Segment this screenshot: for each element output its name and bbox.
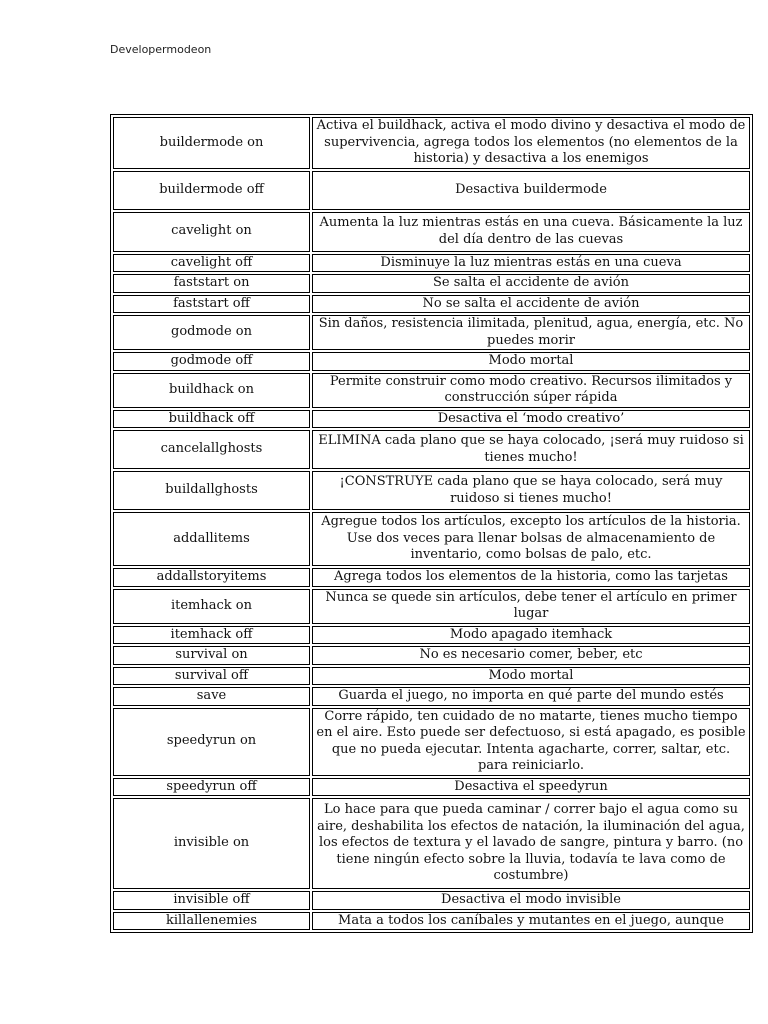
table-row bbox=[113, 471, 750, 510]
command-cell: godmode off bbox=[113, 352, 310, 371]
command-cell: buildallghosts bbox=[113, 471, 310, 510]
description-cell: Activa el buildhack, activa el modo divino y desactiva el modo de supervivencia, agrega todos los elementos (no elementos de la historia) y desactiva a los enemigos bbox=[312, 117, 750, 169]
table-row bbox=[113, 430, 750, 469]
table-row bbox=[113, 295, 750, 314]
description-cell: No se salta el accidente de avión bbox=[312, 295, 750, 314]
table-row bbox=[113, 778, 750, 797]
table-row bbox=[113, 667, 750, 686]
commands-table bbox=[110, 114, 753, 933]
table-row bbox=[113, 254, 750, 273]
command-cell: invisible on bbox=[113, 798, 310, 889]
description-cell: No es necesario comer, beber, etc bbox=[312, 646, 750, 665]
command-cell: buildhack off bbox=[113, 410, 310, 429]
description-cell: Desactiva el ‘modo creativo’ bbox=[312, 410, 750, 429]
table-row bbox=[113, 912, 750, 931]
description-cell: Modo apagado itemhack bbox=[312, 626, 750, 645]
description-cell: Mata a todos los caníbales y mutantes en el juego, aunque bbox=[312, 912, 750, 931]
command-cell: killallenemies bbox=[113, 912, 310, 931]
table-row bbox=[113, 315, 750, 350]
command-cell: faststart on bbox=[113, 274, 310, 293]
description-cell: Lo hace para que pueda caminar / correr bajo el agua como su aire, deshabilita los efectos de natación, la iluminación del agua, los efectos de textura y el lavado de sangre, pintura y barro. (no tiene ningún efecto sobre la lluvia, todavía te lava como de costumbre) bbox=[312, 798, 750, 889]
table-row bbox=[113, 646, 750, 665]
table-row bbox=[113, 568, 750, 587]
description-cell: Corre rápido, ten cuidado de no matarte, tienes mucho tiempo en el aire. Esto puede ser defectuoso, si está apagado, es posible que no pueda ejecutar. Intenta agacharte, correr, saltar, etc. para reiniciarlo. bbox=[312, 708, 750, 776]
command-cell: save bbox=[113, 687, 310, 706]
description-cell: Modo mortal bbox=[312, 667, 750, 686]
command-cell: speedyrun on bbox=[113, 708, 310, 776]
command-cell: buildermode on bbox=[113, 117, 310, 169]
command-cell: survival on bbox=[113, 646, 310, 665]
description-cell: Se salta el accidente de avión bbox=[312, 274, 750, 293]
command-cell: itemhack on bbox=[113, 589, 310, 624]
table-row bbox=[113, 687, 750, 706]
description-cell: Modo mortal bbox=[312, 352, 750, 371]
description-cell: Aumenta la luz mientras estás en una cueva. Básicamente la luz del día dentro de las cuevas bbox=[312, 212, 750, 252]
table-row bbox=[113, 891, 750, 910]
table-row bbox=[113, 352, 750, 371]
description-cell: Agregue todos los artículos, excepto los artículos de la historia. Use dos veces para llenar bolsas de almacenamiento de inventario, como bolsas de palo, etc. bbox=[312, 512, 750, 566]
description-cell: Desactiva el modo invisible bbox=[312, 891, 750, 910]
page-header: Developermodeon bbox=[110, 43, 212, 56]
table-row bbox=[113, 274, 750, 293]
description-cell: Guarda el juego, no importa en qué parte del mundo estés bbox=[312, 687, 750, 706]
description-cell: Permite construir como modo creativo. Recursos ilimitados y construcción súper rápida bbox=[312, 373, 750, 408]
table-row bbox=[113, 410, 750, 429]
command-cell: buildermode off bbox=[113, 171, 310, 210]
table-row bbox=[113, 626, 750, 645]
command-cell: addallitems bbox=[113, 512, 310, 566]
commands-table-body bbox=[113, 117, 750, 930]
command-cell: survival off bbox=[113, 667, 310, 686]
description-cell: ELIMINA cada plano que se haya colocado, ¡será muy ruidoso si tienes mucho! bbox=[312, 430, 750, 469]
table-row bbox=[113, 512, 750, 566]
command-cell: cavelight on bbox=[113, 212, 310, 252]
description-cell: Desactiva el speedyrun bbox=[312, 778, 750, 797]
table-row bbox=[113, 117, 750, 169]
command-cell: buildhack on bbox=[113, 373, 310, 408]
description-cell: Agrega todos los elementos de la historia, como las tarjetas bbox=[312, 568, 750, 587]
command-cell: faststart off bbox=[113, 295, 310, 314]
description-cell: Disminuye la luz mientras estás en una cueva bbox=[312, 254, 750, 273]
table-row bbox=[113, 798, 750, 889]
command-cell: invisible off bbox=[113, 891, 310, 910]
description-cell: Desactiva buildermode bbox=[312, 171, 750, 210]
table-row bbox=[113, 708, 750, 776]
command-cell: addallstoryitems bbox=[113, 568, 310, 587]
command-cell: godmode on bbox=[113, 315, 310, 350]
table-row bbox=[113, 171, 750, 210]
command-cell: cancelallghosts bbox=[113, 430, 310, 469]
description-cell: Nunca se quede sin artículos, debe tener el artículo en primer lugar bbox=[312, 589, 750, 624]
command-cell: itemhack off bbox=[113, 626, 310, 645]
description-cell: Sin daños, resistencia ilimitada, plenitud, agua, energía, etc. No puedes morir bbox=[312, 315, 750, 350]
table-row bbox=[113, 212, 750, 252]
table-row bbox=[113, 589, 750, 624]
command-cell: speedyrun off bbox=[113, 778, 310, 797]
table-row bbox=[113, 373, 750, 408]
description-cell: ¡CONSTRUYE cada plano que se haya colocado, será muy ruidoso si tienes mucho! bbox=[312, 471, 750, 510]
command-cell: cavelight off bbox=[113, 254, 310, 273]
